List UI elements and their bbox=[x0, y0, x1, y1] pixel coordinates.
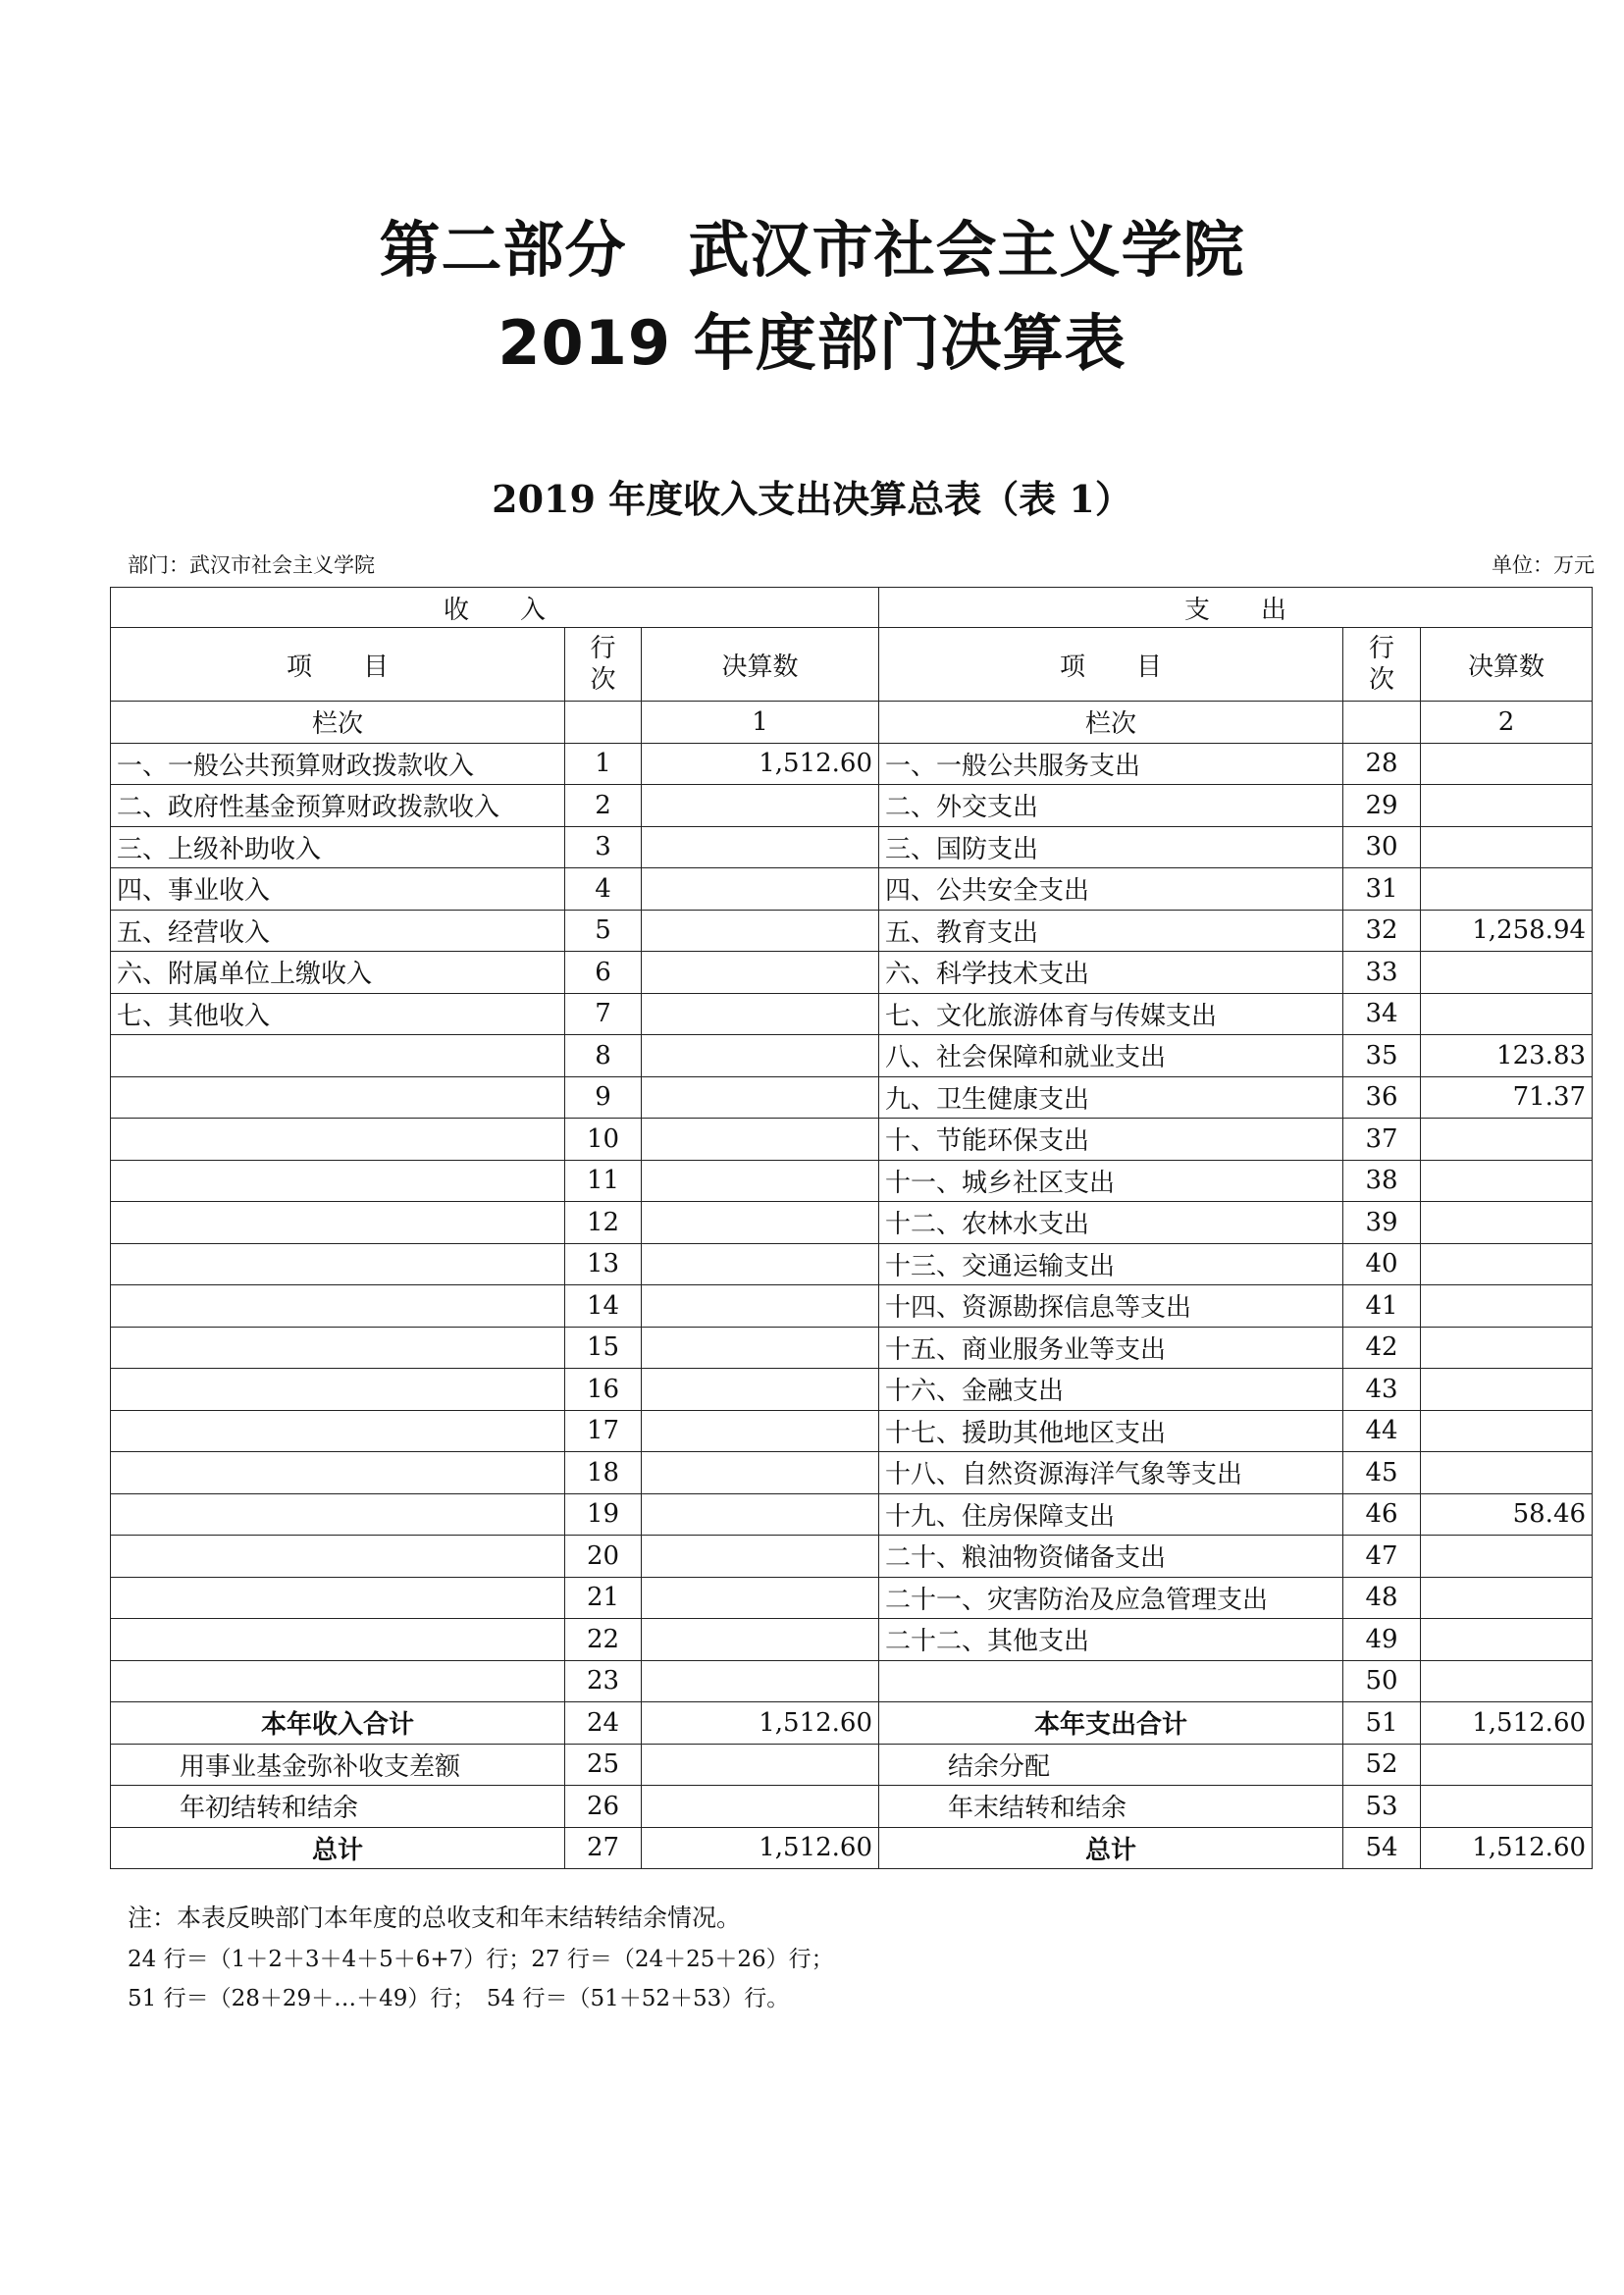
table-row bbox=[111, 1119, 1593, 1161]
expense-amount bbox=[1421, 1577, 1593, 1619]
expense-amount bbox=[1421, 993, 1593, 1035]
income-amount bbox=[642, 1493, 879, 1536]
expense-line-header: 行次 bbox=[1343, 628, 1421, 702]
income-line-no: 6 bbox=[565, 952, 642, 994]
income-item bbox=[111, 1577, 565, 1619]
expense-line-no: 44 bbox=[1343, 1410, 1421, 1452]
expense-item: 十四、资源勘探信息等支出 bbox=[879, 1285, 1343, 1328]
income-item bbox=[111, 1369, 565, 1411]
expense-amount bbox=[1421, 785, 1593, 827]
income-total-amount bbox=[642, 1786, 879, 1828]
income-amount bbox=[642, 826, 879, 868]
expense-amount bbox=[1421, 1410, 1593, 1452]
income-amount bbox=[642, 1160, 879, 1202]
income-total-amount: 1,512.60 bbox=[642, 1702, 879, 1745]
unit-label: 单位：万元 bbox=[1492, 553, 1595, 577]
expense-item: 六、科学技术支出 bbox=[879, 952, 1343, 994]
table-row bbox=[111, 1202, 1593, 1244]
income-col-index-label: 栏次 bbox=[111, 702, 565, 744]
income-line-no: 7 bbox=[565, 993, 642, 1035]
income-total-line-no: 25 bbox=[565, 1744, 642, 1786]
expense-total-item: 结余分配 bbox=[879, 1744, 1343, 1786]
expense-item: 十八、自然资源海洋气象等支出 bbox=[879, 1452, 1343, 1494]
expense-amount bbox=[1421, 1327, 1593, 1369]
income-line-no: 15 bbox=[565, 1327, 642, 1369]
income-item: 六、附属单位上缴收入 bbox=[111, 952, 565, 994]
table-row bbox=[111, 1577, 1593, 1619]
table-row bbox=[111, 1410, 1593, 1452]
income-line-no: 1 bbox=[565, 743, 642, 785]
document-title-line2: 2019 年度部门决算表 bbox=[498, 307, 1126, 379]
expense-item: 八、社会保障和就业支出 bbox=[879, 1035, 1343, 1077]
expense-line-no: 46 bbox=[1343, 1493, 1421, 1536]
income-line-no: 3 bbox=[565, 826, 642, 868]
income-col-index-no: 1 bbox=[642, 702, 879, 744]
note-line-2: 24 行＝（1＋2＋3＋4＋5＋6+7）行；27 行＝（24＋25＋26）行； bbox=[128, 1947, 834, 1972]
table-row bbox=[111, 1243, 1593, 1285]
income-amount bbox=[642, 1577, 879, 1619]
total-row bbox=[111, 1744, 1593, 1786]
income-item: 七、其他收入 bbox=[111, 993, 565, 1035]
income-total-line-no: 26 bbox=[565, 1786, 642, 1828]
income-line-no: 9 bbox=[565, 1076, 642, 1119]
expense-amount: 58.46 bbox=[1421, 1493, 1593, 1536]
expense-total-line-no: 54 bbox=[1343, 1827, 1421, 1869]
income-amount bbox=[642, 785, 879, 827]
expense-amount-header: 决算数 bbox=[1421, 628, 1593, 702]
expense-amount bbox=[1421, 868, 1593, 911]
income-item bbox=[111, 1536, 565, 1578]
income-amount bbox=[642, 1243, 879, 1285]
expense-amount: 71.37 bbox=[1421, 1076, 1593, 1119]
expense-amount bbox=[1421, 1285, 1593, 1328]
expense-item: 二十二、其他支出 bbox=[879, 1619, 1343, 1661]
expense-line-no: 50 bbox=[1343, 1660, 1421, 1702]
income-item bbox=[111, 1035, 565, 1077]
expense-line-no: 43 bbox=[1343, 1369, 1421, 1411]
expense-line-no: 39 bbox=[1343, 1202, 1421, 1244]
income-line-no: 16 bbox=[565, 1369, 642, 1411]
expense-amount bbox=[1421, 952, 1593, 994]
expense-section-header: 支 出 bbox=[879, 588, 1593, 628]
expense-line-no: 33 bbox=[1343, 952, 1421, 994]
expense-item: 十七、援助其他地区支出 bbox=[879, 1410, 1343, 1452]
table-row bbox=[111, 1327, 1593, 1369]
income-item bbox=[111, 1202, 565, 1244]
expense-line-no: 38 bbox=[1343, 1160, 1421, 1202]
income-line-no: 20 bbox=[565, 1536, 642, 1578]
income-amount-header: 决算数 bbox=[642, 628, 879, 702]
expense-line-no: 32 bbox=[1343, 910, 1421, 952]
expense-line-no: 35 bbox=[1343, 1035, 1421, 1077]
expense-amount: 1,258.94 bbox=[1421, 910, 1593, 952]
table-row bbox=[111, 1452, 1593, 1494]
expense-item: 十九、住房保障支出 bbox=[879, 1493, 1343, 1536]
expense-item bbox=[879, 1660, 1343, 1702]
income-item: 二、政府性基金预算财政拨款收入 bbox=[111, 785, 565, 827]
table-row bbox=[111, 743, 1593, 785]
income-amount bbox=[642, 1369, 879, 1411]
expense-item: 一、一般公共服务支出 bbox=[879, 743, 1343, 785]
expense-item: 十一、城乡社区支出 bbox=[879, 1160, 1343, 1202]
expense-item: 十三、交通运输支出 bbox=[879, 1243, 1343, 1285]
income-line-no: 21 bbox=[565, 1577, 642, 1619]
income-line-no: 22 bbox=[565, 1619, 642, 1661]
income-amount bbox=[642, 868, 879, 911]
expense-total-item: 总计 bbox=[879, 1827, 1343, 1869]
expense-item: 十、节能环保支出 bbox=[879, 1119, 1343, 1161]
expense-col-index-no: 2 bbox=[1421, 702, 1593, 744]
table-row bbox=[111, 1076, 1593, 1119]
expense-total-item: 本年支出合计 bbox=[879, 1702, 1343, 1745]
expense-line-no: 28 bbox=[1343, 743, 1421, 785]
income-line-no: 4 bbox=[565, 868, 642, 911]
expense-line-no: 42 bbox=[1343, 1327, 1421, 1369]
expense-line-no: 29 bbox=[1343, 785, 1421, 827]
expense-item: 四、公共安全支出 bbox=[879, 868, 1343, 911]
expense-total-line-no: 52 bbox=[1343, 1744, 1421, 1786]
income-item bbox=[111, 1285, 565, 1328]
income-section-header: 收 入 bbox=[111, 588, 879, 628]
income-total-item: 本年收入合计 bbox=[111, 1702, 565, 1745]
income-item bbox=[111, 1160, 565, 1202]
income-line-no: 17 bbox=[565, 1410, 642, 1452]
income-item bbox=[111, 1076, 565, 1119]
expense-line-no: 36 bbox=[1343, 1076, 1421, 1119]
expense-total-line-no: 53 bbox=[1343, 1786, 1421, 1828]
department-label: 部门：武汉市社会主义学院 bbox=[128, 553, 375, 577]
expense-amount bbox=[1421, 1536, 1593, 1578]
income-amount bbox=[642, 1202, 879, 1244]
document-title-line1: 第二部分 武汉市社会主义学院 bbox=[379, 214, 1245, 286]
table-row bbox=[111, 1160, 1593, 1202]
income-total-item: 用事业基金弥补收支差额 bbox=[111, 1744, 565, 1786]
expense-amount bbox=[1421, 1160, 1593, 1202]
income-item bbox=[111, 1493, 565, 1536]
expense-total-item: 年末结转和结余 bbox=[879, 1786, 1343, 1828]
income-amount bbox=[642, 1452, 879, 1494]
total-row bbox=[111, 1786, 1593, 1828]
expense-amount bbox=[1421, 1243, 1593, 1285]
expense-line-no: 48 bbox=[1343, 1577, 1421, 1619]
income-total-item: 总计 bbox=[111, 1827, 565, 1869]
income-total-line-no: 24 bbox=[565, 1702, 642, 1745]
expense-item: 二十、粮油物资储备支出 bbox=[879, 1536, 1343, 1578]
expense-line-no: 31 bbox=[1343, 868, 1421, 911]
income-line-header: 行次 bbox=[565, 628, 642, 702]
table-row bbox=[111, 1369, 1593, 1411]
income-amount bbox=[642, 1076, 879, 1119]
total-row bbox=[111, 1827, 1593, 1869]
income-line-no: 18 bbox=[565, 1452, 642, 1494]
expense-line-no: 34 bbox=[1343, 993, 1421, 1035]
expense-amount bbox=[1421, 826, 1593, 868]
expense-total-amount: 1,512.60 bbox=[1421, 1827, 1593, 1869]
expense-line-no: 47 bbox=[1343, 1536, 1421, 1578]
table-row bbox=[111, 785, 1593, 827]
income-amount bbox=[642, 952, 879, 994]
expense-amount bbox=[1421, 1202, 1593, 1244]
expense-amount bbox=[1421, 1660, 1593, 1702]
total-row bbox=[111, 1702, 1593, 1745]
expense-item: 二、外交支出 bbox=[879, 785, 1343, 827]
expense-item: 二十一、灾害防治及应急管理支出 bbox=[879, 1577, 1343, 1619]
column-header-row bbox=[111, 628, 1593, 702]
income-col-index-blank bbox=[565, 702, 642, 744]
income-line-no: 23 bbox=[565, 1660, 642, 1702]
expense-line-no: 37 bbox=[1343, 1119, 1421, 1161]
table-row bbox=[111, 1536, 1593, 1578]
expense-item: 九、卫生健康支出 bbox=[879, 1076, 1343, 1119]
income-amount bbox=[642, 1536, 879, 1578]
expense-line-no: 45 bbox=[1343, 1452, 1421, 1494]
table-row bbox=[111, 993, 1593, 1035]
income-amount bbox=[642, 1119, 879, 1161]
expense-line-no: 49 bbox=[1343, 1619, 1421, 1661]
income-amount bbox=[642, 1035, 879, 1077]
table-row bbox=[111, 910, 1593, 952]
section-header-row bbox=[111, 588, 1593, 628]
income-line-no: 8 bbox=[565, 1035, 642, 1077]
table-row bbox=[111, 1619, 1593, 1661]
expense-item: 三、国防支出 bbox=[879, 826, 1343, 868]
expense-amount bbox=[1421, 1619, 1593, 1661]
income-item bbox=[111, 1327, 565, 1369]
income-line-no: 13 bbox=[565, 1243, 642, 1285]
income-item bbox=[111, 1660, 565, 1702]
income-amount bbox=[642, 1327, 879, 1369]
table-row bbox=[111, 1035, 1593, 1077]
table-row bbox=[111, 826, 1593, 868]
income-amount: 1,512.60 bbox=[642, 743, 879, 785]
income-amount bbox=[642, 1660, 879, 1702]
column-index-row bbox=[111, 702, 1593, 744]
income-item: 三、上级补助收入 bbox=[111, 826, 565, 868]
expense-col-index-blank bbox=[1343, 702, 1421, 744]
income-total-amount: 1,512.60 bbox=[642, 1827, 879, 1869]
expense-item-header: 项 目 bbox=[879, 628, 1343, 702]
expense-line-no: 30 bbox=[1343, 826, 1421, 868]
income-item: 五、经营收入 bbox=[111, 910, 565, 952]
income-line-no: 11 bbox=[565, 1160, 642, 1202]
table-row bbox=[111, 1285, 1593, 1328]
expense-amount bbox=[1421, 743, 1593, 785]
expense-item: 十五、商业服务业等支出 bbox=[879, 1327, 1343, 1369]
income-line-no: 10 bbox=[565, 1119, 642, 1161]
expense-total-amount bbox=[1421, 1786, 1593, 1828]
income-total-line-no: 27 bbox=[565, 1827, 642, 1869]
expense-item: 十六、金融支出 bbox=[879, 1369, 1343, 1411]
expense-col-index-label: 栏次 bbox=[879, 702, 1343, 744]
income-item bbox=[111, 1452, 565, 1494]
expense-amount bbox=[1421, 1119, 1593, 1161]
income-item: 四、事业收入 bbox=[111, 868, 565, 911]
expense-item: 七、文化旅游体育与传媒支出 bbox=[879, 993, 1343, 1035]
table-row bbox=[111, 1660, 1593, 1702]
expense-line-no: 40 bbox=[1343, 1243, 1421, 1285]
income-amount bbox=[642, 910, 879, 952]
table-title: 2019 年度收入支出决算总表（表 1） bbox=[492, 477, 1132, 521]
income-item: 一、一般公共预算财政拨款收入 bbox=[111, 743, 565, 785]
income-item-header: 项 目 bbox=[111, 628, 565, 702]
expense-amount bbox=[1421, 1369, 1593, 1411]
income-expense-table bbox=[110, 587, 1593, 1869]
expense-total-amount: 1,512.60 bbox=[1421, 1702, 1593, 1745]
income-line-no: 12 bbox=[565, 1202, 642, 1244]
expense-line-no: 41 bbox=[1343, 1285, 1421, 1328]
income-line-no: 19 bbox=[565, 1493, 642, 1536]
expense-total-line-no: 51 bbox=[1343, 1702, 1421, 1745]
income-amount bbox=[642, 1410, 879, 1452]
income-total-item: 年初结转和结余 bbox=[111, 1786, 565, 1828]
note-line-3: 51 行＝（28＋29＋…＋49）行； 54 行＝（51＋52＋53）行。 bbox=[128, 1986, 790, 2011]
expense-amount: 123.83 bbox=[1421, 1035, 1593, 1077]
income-line-no: 14 bbox=[565, 1285, 642, 1328]
income-amount bbox=[642, 1285, 879, 1328]
expense-item: 十二、农林水支出 bbox=[879, 1202, 1343, 1244]
income-amount bbox=[642, 993, 879, 1035]
table-row bbox=[111, 868, 1593, 911]
table-row bbox=[111, 952, 1593, 994]
income-item bbox=[111, 1243, 565, 1285]
expense-amount bbox=[1421, 1452, 1593, 1494]
income-item bbox=[111, 1619, 565, 1661]
income-line-no: 2 bbox=[565, 785, 642, 827]
expense-total-amount bbox=[1421, 1744, 1593, 1786]
expense-item: 五、教育支出 bbox=[879, 910, 1343, 952]
income-item bbox=[111, 1119, 565, 1161]
income-total-amount bbox=[642, 1744, 879, 1786]
note-line-1: 注：本表反映部门本年度的总收支和年末结转结余情况。 bbox=[128, 1904, 742, 1932]
income-item bbox=[111, 1410, 565, 1452]
table-row bbox=[111, 1493, 1593, 1536]
income-line-no: 5 bbox=[565, 910, 642, 952]
income-amount bbox=[642, 1619, 879, 1661]
